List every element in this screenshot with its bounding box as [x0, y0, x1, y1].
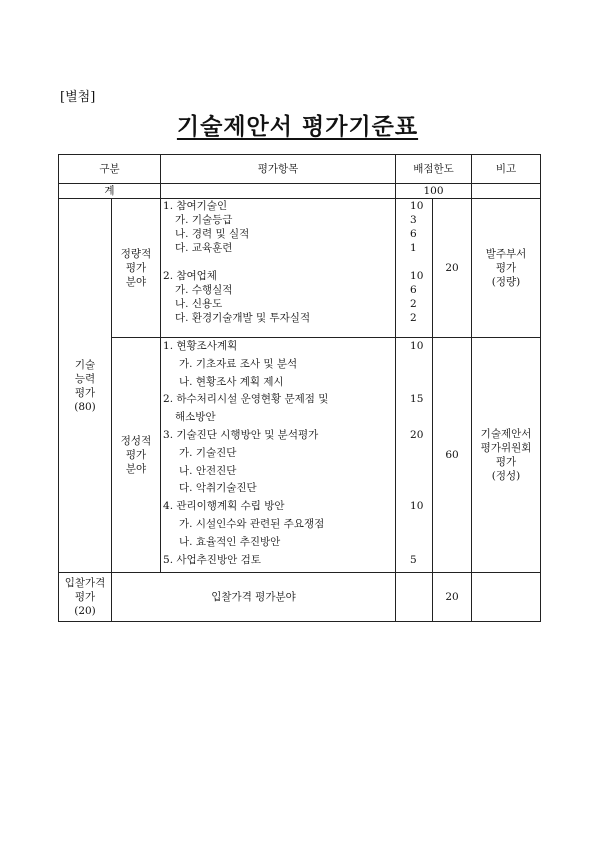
quant-score: 2 — [410, 312, 417, 324]
qual-note-line: 기술제안서 — [480, 428, 532, 440]
qual-score — [410, 374, 432, 392]
total-items-empty — [161, 184, 396, 199]
qual-note-line: 평가위원회 — [480, 442, 532, 454]
total-score: 100 — [396, 184, 472, 199]
header-row — [59, 155, 541, 184]
tech-label-line: 능력 — [74, 372, 96, 385]
qual-note-line: (정성) — [491, 470, 521, 482]
price-note-empty — [472, 573, 541, 622]
price-label-line: (20) — [74, 605, 96, 617]
qual-item: 3. 기술진단 시행방안 및 분석평가 — [163, 428, 319, 441]
price-row — [59, 573, 541, 622]
qual-note — [472, 338, 541, 573]
qual-items — [161, 338, 396, 573]
qual-item: 해소방안 — [175, 411, 216, 424]
qual-label-line: 정성적 — [120, 435, 152, 447]
qual-item: 나. 안전진단 — [179, 464, 237, 477]
quant-score: 1 — [410, 242, 417, 254]
quant-item-spacer — [163, 255, 395, 269]
quant-label-line: 평가 — [125, 262, 147, 274]
quant-label-line: 정량적 — [120, 248, 152, 260]
evaluation-criteria-table — [58, 154, 541, 622]
quant-note-line: 발주부서 — [485, 248, 527, 260]
price-label-line: 평가 — [74, 591, 96, 603]
quant-items — [161, 199, 396, 338]
quant-score — [410, 255, 432, 269]
header-category: 구분 — [59, 155, 161, 184]
quant-item: 다. 환경기술개발 및 투자실적 — [175, 312, 311, 324]
quant-item: 1. 참여기술인 — [163, 200, 228, 212]
qual-score — [410, 480, 432, 498]
quant-item: 다. 교육훈련 — [175, 242, 233, 254]
qual-label-line: 분야 — [125, 463, 147, 475]
qual-item: 1. 현황조사계획 — [163, 340, 238, 352]
qual-item: 나. 효율적인 추진방안 — [179, 535, 281, 548]
qual-item: 가. 시설인수와 관련된 주요쟁점 — [179, 517, 325, 530]
qual-score: 15 — [410, 393, 424, 406]
qual-label-line: 평가 — [125, 449, 147, 461]
quant-score: 6 — [410, 284, 417, 296]
tech-label-line: 평가 — [74, 386, 96, 399]
price-score-empty — [396, 573, 433, 622]
quant-score: 3 — [410, 214, 417, 226]
qual-score — [410, 463, 432, 481]
quant-score: 10 — [410, 200, 424, 212]
qual-item: 2. 하수처리시설 운영현황 문제점 및 — [163, 393, 329, 406]
quant-scores — [396, 199, 433, 338]
quant-note — [472, 199, 541, 338]
qual-scores — [396, 338, 433, 573]
qual-score: 10 — [410, 500, 424, 513]
qual-score: 10 — [410, 340, 424, 352]
qual-score: 5 — [410, 553, 417, 566]
qual-item: 4. 관리이행계획 수립 방안 — [163, 500, 285, 513]
quant-row — [59, 199, 541, 338]
qual-note-line: 평가 — [495, 456, 517, 468]
qual-item: 가. 기술진단 — [179, 446, 237, 459]
qual-score — [410, 534, 432, 552]
qual-item: 나. 현황조사 계획 제시 — [179, 375, 284, 388]
quant-score: 2 — [410, 298, 417, 310]
header-items: 평가항목 — [161, 155, 396, 184]
price-label-line: 입찰가격 — [64, 577, 106, 589]
qual-score — [410, 356, 432, 374]
quant-note-line: 평가 — [495, 262, 517, 274]
quant-item: 가. 기술등급 — [175, 214, 233, 226]
qual-score: 20 — [410, 428, 424, 441]
total-row — [59, 184, 541, 199]
price-total: 20 — [433, 573, 472, 622]
tech-label-line: (80) — [74, 400, 96, 413]
quant-item: 가. 수행실적 — [175, 284, 233, 296]
quant-item: 나. 신용도 — [175, 298, 223, 310]
quant-item: 2. 참여업체 — [163, 270, 217, 282]
qual-item: 5. 사업추진방안 검토 — [163, 553, 261, 566]
qual-label — [112, 338, 161, 573]
tech-label-line: 기술 — [74, 358, 96, 371]
qual-score — [410, 445, 432, 463]
header-score: 배점한도 — [396, 155, 472, 184]
total-label: 계 — [59, 184, 161, 199]
qual-score — [410, 409, 432, 427]
header-note: 비고 — [472, 155, 541, 184]
quant-score: 10 — [410, 270, 424, 282]
qual-item: 가. 기초자료 조사 및 분석 — [179, 357, 298, 370]
quant-note-line: (정량) — [491, 276, 521, 288]
price-label — [59, 573, 112, 622]
qual-total: 60 — [433, 338, 472, 573]
qual-item: 다. 악취기술진단 — [179, 482, 257, 495]
page-title: 기술제안서 평가기준표 — [176, 113, 419, 140]
quant-score: 6 — [410, 228, 417, 240]
quant-label-line: 분야 — [125, 276, 147, 288]
tech-category-label — [59, 199, 112, 573]
quant-label — [112, 199, 161, 338]
attachment-label: [별첨] — [60, 90, 96, 105]
total-note-empty — [472, 184, 541, 199]
price-item: 입찰가격 평가분야 — [112, 573, 396, 622]
quant-total: 20 — [433, 199, 472, 338]
qual-score — [410, 516, 432, 534]
quant-item: 나. 경력 및 실적 — [175, 228, 250, 240]
qual-row — [59, 338, 541, 573]
